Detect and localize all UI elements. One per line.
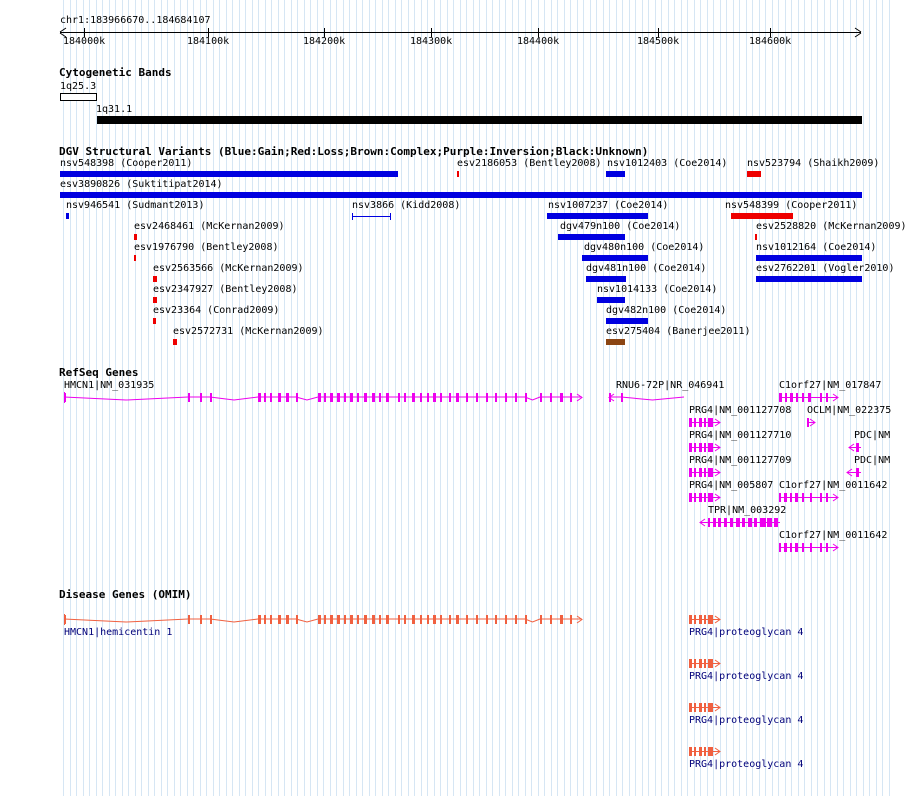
gene-exon	[820, 393, 822, 402]
gene-exon	[802, 543, 804, 552]
gene-exon	[790, 493, 792, 502]
gene-exon	[708, 493, 713, 502]
ruler-tick-label: 184400k	[517, 36, 560, 47]
gene-exon	[826, 393, 828, 402]
gene-exon	[694, 418, 696, 427]
dgv-bar	[153, 276, 157, 282]
gene-exon	[704, 703, 706, 712]
dgv-label[interactable]: nsv1007237 (Coe2014)	[548, 200, 669, 211]
omim-gene-label[interactable]: PRG4|proteoglycan 4	[689, 671, 804, 682]
gene-exon	[525, 393, 527, 402]
dgv-bar	[606, 339, 625, 345]
ruler-tick-label: 184300k	[410, 36, 453, 47]
gene-exon	[699, 493, 702, 502]
dgv-bar	[731, 213, 793, 219]
gene-exon	[808, 393, 811, 402]
gene-exon	[296, 393, 298, 402]
gene-exon	[724, 518, 727, 527]
gene-exon	[550, 393, 552, 402]
gene-exon	[694, 615, 696, 624]
gene-exon	[790, 393, 793, 402]
gene-exon	[708, 418, 713, 427]
gene-exon	[779, 543, 781, 552]
dgv-label[interactable]: dgv481n100 (Coe2014)	[586, 263, 707, 274]
omim-gene-label[interactable]: PRG4|proteoglycan 4	[689, 627, 804, 638]
gene-exon	[699, 468, 702, 477]
dgv-bar	[558, 234, 625, 240]
dgv-label[interactable]: esv2528820 (McKernan2009)	[756, 221, 907, 232]
cytoband-1q25-3	[61, 94, 97, 101]
refseq-gene-label[interactable]: OCLM|NM_022375	[807, 405, 892, 416]
dgv-bar	[755, 234, 757, 240]
gene-exon	[270, 393, 272, 402]
dgv-bar	[582, 255, 648, 261]
gene-exon	[466, 615, 468, 624]
gene-exon	[296, 615, 298, 624]
gene-exon	[495, 393, 497, 402]
gene-exon	[708, 518, 710, 527]
gene-exon	[505, 615, 507, 624]
dgv-bar	[173, 339, 177, 345]
gene-exon	[704, 493, 706, 502]
gene-exon	[708, 747, 713, 756]
gene-exon	[704, 418, 706, 427]
gene-exon	[795, 493, 798, 502]
gene-exon	[364, 615, 367, 624]
gene-exon	[784, 493, 787, 502]
gene-exon	[456, 393, 459, 402]
gene-exon	[810, 543, 812, 552]
gene-exon	[689, 443, 692, 452]
gene-exon	[807, 418, 809, 427]
gene-exon	[708, 703, 713, 712]
gene-exon	[699, 615, 702, 624]
gene-exon	[495, 615, 497, 624]
gene-exon	[486, 615, 488, 624]
refseq-gene-label[interactable]: PDC|NM	[854, 430, 891, 441]
gene-exon	[694, 703, 696, 712]
gene-exon	[689, 615, 692, 624]
gene-exon	[278, 615, 281, 624]
ruler-tick-label: 184000k	[63, 36, 106, 47]
refseq-track-title: RefSeq Genes	[59, 366, 139, 379]
gene-exon	[404, 393, 406, 402]
ruler-tick-label: 184500k	[637, 36, 680, 47]
gene-exon	[200, 393, 202, 402]
dgv-bar	[134, 255, 136, 261]
omim-gene-label[interactable]: PRG4|proteoglycan 4	[689, 759, 804, 770]
gene-exon	[350, 615, 353, 624]
gene-exon	[708, 468, 713, 477]
gene-exon	[699, 703, 702, 712]
dgv-bar	[756, 276, 862, 282]
gene-exon	[515, 393, 517, 402]
dgv-label[interactable]: esv2563566 (McKernan2009)	[153, 263, 304, 274]
gene-exon	[337, 615, 340, 624]
dgv-label[interactable]: esv2762201 (Vogler2010)	[756, 263, 895, 274]
gene-exon	[515, 615, 517, 624]
gene-exon	[427, 615, 429, 624]
ruler-tick-label: 184100k	[187, 36, 230, 47]
gene-exon	[210, 615, 212, 624]
gene-exon	[704, 443, 706, 452]
gene-exon	[330, 615, 333, 624]
gene-exon	[694, 443, 696, 452]
gene-exon	[264, 615, 266, 624]
gene-exon	[357, 393, 359, 402]
gene-exon	[704, 747, 706, 756]
gene-exon	[456, 615, 459, 624]
gene-exon	[785, 393, 787, 402]
gene-exon	[357, 615, 359, 624]
gene-exon	[810, 493, 812, 502]
gene-exon	[420, 615, 422, 624]
gene-exon	[689, 468, 692, 477]
gene-exon	[379, 615, 381, 624]
gene-exon	[820, 543, 822, 552]
gene-exon	[420, 393, 422, 402]
omim-gene-label[interactable]: PRG4|proteoglycan 4	[689, 715, 804, 726]
gene-exon	[386, 393, 389, 402]
refseq-gene-label[interactable]: PDC|NM	[854, 455, 891, 466]
gene-exon	[505, 393, 507, 402]
gene-exon	[826, 493, 828, 502]
dgv-bar	[60, 171, 398, 177]
omim-track-title: Disease Genes (OMIM)	[59, 588, 192, 601]
gene-exon	[748, 518, 752, 527]
gene-exon	[730, 518, 733, 527]
gene-exon	[412, 615, 415, 624]
gene-exon	[704, 615, 706, 624]
gene-exon	[699, 443, 702, 452]
gene-exon	[386, 615, 389, 624]
gene-exon	[404, 615, 406, 624]
gene-exon	[330, 393, 333, 402]
gene-exon	[795, 543, 798, 552]
gene-exon	[560, 393, 563, 402]
gene-exon	[694, 659, 696, 668]
dgv-bar	[547, 213, 648, 219]
gene-exon	[713, 518, 716, 527]
cytoband-label-1q31-1: 1q31.1	[96, 104, 133, 115]
gene-exon	[258, 393, 261, 402]
dgv-label[interactable]: nsv946541 (Sudmant2013)	[66, 200, 205, 211]
gene-exon	[708, 615, 713, 624]
cytoband-track-title: Cytogenetic Bands	[59, 66, 172, 79]
gene-exon	[540, 615, 542, 624]
dgv-label[interactable]: nsv523794 (Shaikh2009)	[747, 158, 880, 169]
gene-exon	[466, 393, 468, 402]
gene-exon	[324, 393, 326, 402]
gene-exon	[337, 393, 340, 402]
dgv-label[interactable]: esv275404 (Banerjee2011)	[606, 326, 751, 337]
ruler-tick-label: 184200k	[303, 36, 346, 47]
ruler-tick-label: 184600k	[749, 36, 792, 47]
dgv-label[interactable]: dgv479n100 (Coe2014)	[560, 221, 681, 232]
gene-exon	[856, 443, 859, 452]
gene-exon	[767, 518, 772, 527]
gene-exon	[318, 393, 321, 402]
gene-exon	[433, 615, 436, 624]
dgv-label[interactable]: nsv1012164 (Coe2014)	[756, 242, 877, 253]
gene-exon	[278, 393, 281, 402]
dgv-label[interactable]: esv2186053 (Bentley2008)	[457, 158, 602, 169]
dgv-bar	[153, 297, 157, 303]
gene-exon	[486, 393, 488, 402]
gene-exon	[398, 393, 400, 402]
gene-exon	[427, 393, 429, 402]
gene-exon	[689, 659, 692, 668]
dgv-bar	[153, 318, 156, 324]
gene-exon	[689, 747, 692, 756]
gene-exon	[754, 518, 757, 527]
gene-exon	[570, 615, 572, 624]
gene-exon	[318, 615, 321, 624]
gene-exon	[344, 393, 346, 402]
gene-exon	[779, 493, 781, 502]
gene-exon	[449, 393, 451, 402]
gene-intron	[609, 397, 684, 400]
dgv-bar	[457, 171, 459, 177]
gene-exon	[264, 393, 266, 402]
refseq-gene-label[interactable]: RNU6-72P|NR_046941	[616, 380, 725, 391]
dgv-track-title: DGV Structural Variants (Blue:Gain;Red:Loss;Brown:Complex;Purple:Inversion;Black:Unknown)	[59, 145, 649, 158]
gene-exon	[699, 418, 702, 427]
gene-exon	[689, 493, 692, 502]
gene-exon	[200, 615, 202, 624]
gene-exon	[704, 468, 706, 477]
region-label: chr1:183966670..184684107	[60, 15, 211, 26]
gene-exon	[621, 393, 623, 402]
gene-exon	[350, 393, 353, 402]
dgv-label[interactable]: nsv548398 (Cooper2011)	[60, 158, 193, 169]
refseq-gene-label[interactable]: HMCN1|NM_031935	[64, 380, 155, 391]
gene-exon	[796, 393, 798, 402]
refseq-gene-label[interactable]: PRG4|NM_001127710	[689, 430, 792, 441]
refseq-gene-label[interactable]: C1orf27|NM_017847	[779, 380, 882, 391]
refseq-gene-label[interactable]: C1orf27|NM_0011642	[779, 480, 888, 491]
gene-exon	[550, 615, 552, 624]
dgv-bar	[606, 171, 625, 177]
gene-exon	[270, 615, 272, 624]
gene-exon	[802, 493, 804, 502]
gene-exon	[694, 468, 696, 477]
gene-exon	[820, 493, 822, 502]
gene-exon	[286, 393, 289, 402]
dgv-label[interactable]: nsv1014133 (Coe2014)	[597, 284, 718, 295]
gene-exon	[708, 659, 713, 668]
gene-exon	[476, 615, 478, 624]
gene-exon	[742, 518, 745, 527]
omim-gene-label[interactable]: HMCN1|hemicentin 1	[64, 627, 173, 638]
dgv-bar	[60, 192, 862, 198]
dgv-bar	[586, 276, 626, 282]
gene-exon	[760, 518, 766, 527]
gene-exon	[188, 615, 190, 624]
gene-exon	[736, 518, 740, 527]
gene-exon	[324, 615, 326, 624]
dgv-bar	[597, 297, 625, 303]
dgv-label[interactable]: nsv1012403 (Coe2014)	[607, 158, 728, 169]
gene-exon	[689, 418, 692, 427]
gene-exon	[476, 393, 478, 402]
dgv-label[interactable]: esv2468461 (McKernan2009)	[134, 221, 285, 232]
gene-exon	[440, 393, 442, 402]
refseq-gene-label[interactable]: PRG4|NM_001127709	[689, 455, 792, 466]
gene-exon	[286, 615, 289, 624]
gene-exon	[560, 615, 563, 624]
dgv-bar	[134, 234, 137, 240]
gene-exon	[704, 659, 706, 668]
gene-exon	[449, 615, 451, 624]
dgv-bar	[756, 255, 862, 261]
gene-exon	[440, 615, 442, 624]
gene-exon	[540, 393, 542, 402]
refseq-gene-label[interactable]: TPR|NM_003292	[708, 505, 787, 516]
gene-exon	[856, 468, 859, 477]
gene-exon	[398, 615, 400, 624]
gene-exon	[372, 393, 375, 402]
dgv-label[interactable]: esv1976790 (Bentley2008)	[134, 242, 279, 253]
dgv-label[interactable]: dgv482n100 (Coe2014)	[606, 305, 727, 316]
dgv-label[interactable]: nsv548399 (Cooper2011)	[725, 200, 858, 211]
gene-exon	[379, 393, 381, 402]
refseq-gene-label[interactable]: PRG4|NM_001127708	[689, 405, 792, 416]
gene-exon	[774, 518, 778, 527]
dgv-bar	[747, 171, 761, 177]
gene-exon	[188, 393, 190, 402]
gene-exon	[790, 543, 792, 552]
refseq-gene-label[interactable]: C1orf27|NM_0011642	[779, 530, 888, 541]
gene-exon	[802, 393, 804, 402]
gene-exon	[344, 615, 346, 624]
gene-exon	[826, 543, 828, 552]
cytoband-1q31-1	[97, 116, 862, 124]
gene-exon	[699, 747, 702, 756]
gene-exon	[525, 615, 527, 624]
gene-exon	[784, 543, 787, 552]
gene-exon	[718, 518, 721, 527]
gene-exon	[210, 393, 212, 402]
dgv-label[interactable]: esv3890826 (Suktitipat2014)	[60, 179, 223, 190]
gene-exon	[570, 393, 572, 402]
dgv-bar	[606, 318, 648, 324]
gene-exon	[689, 703, 692, 712]
gene-exon	[699, 659, 702, 668]
refseq-gene-label[interactable]: PRG4|NM_005807	[689, 480, 774, 491]
dgv-label[interactable]: esv23364 (Conrad2009)	[153, 305, 280, 316]
gene-exon	[433, 393, 436, 402]
dgv-bar	[66, 213, 69, 219]
dgv-label[interactable]: esv2347927 (Bentley2008)	[153, 284, 298, 295]
dgv-label[interactable]: nsv3866 (Kidd2008)	[352, 200, 461, 211]
dgv-label[interactable]: dgv480n100 (Coe2014)	[584, 242, 705, 253]
cytoband-label-1q25-3: 1q25.3	[60, 81, 97, 92]
gene-exon	[372, 615, 375, 624]
gene-exon	[694, 747, 696, 756]
gene-exon	[694, 493, 696, 502]
gene-exon	[364, 393, 367, 402]
gene-exon	[708, 443, 713, 452]
gene-exon	[258, 615, 261, 624]
gene-exon	[412, 393, 415, 402]
dgv-label[interactable]: esv2572731 (McKernan2009)	[173, 326, 324, 337]
gene-exon	[779, 393, 782, 402]
